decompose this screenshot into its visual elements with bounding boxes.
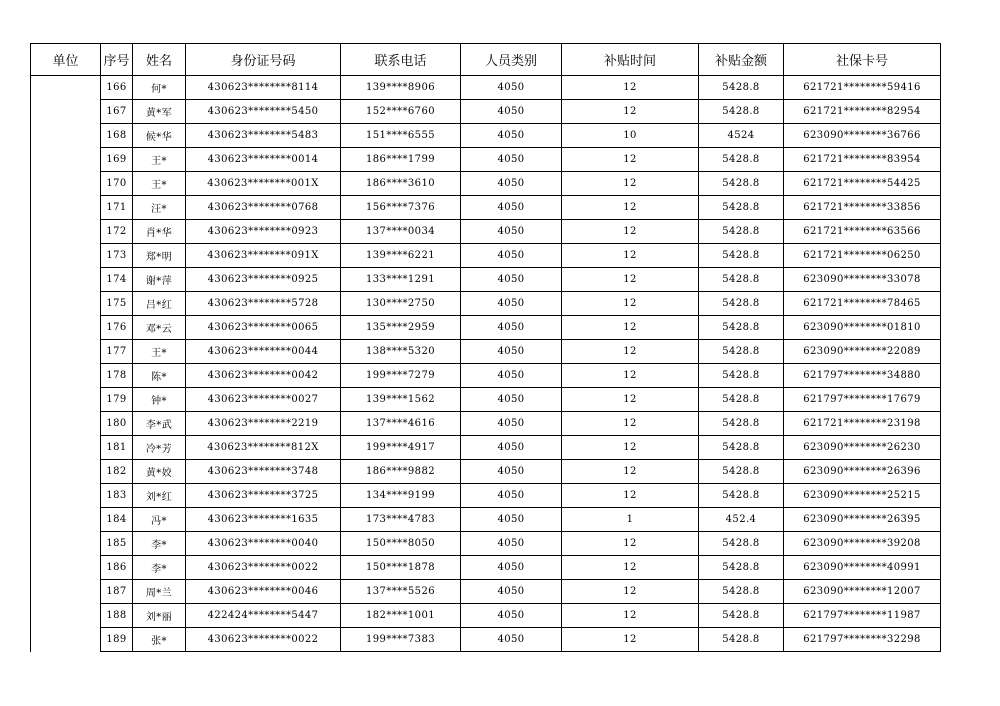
cell-index: 186 [101, 556, 133, 580]
cell-person-category: 4050 [461, 340, 562, 364]
table-row [31, 580, 941, 604]
cell-social-card: 621721********59416 [784, 76, 941, 100]
cell-person-category: 4050 [461, 436, 562, 460]
subsidy-table [30, 43, 941, 652]
table-row [31, 604, 941, 628]
cell-subsidy-months: 12 [562, 556, 699, 580]
cell-id-number: 430623********2219 [186, 412, 341, 436]
table-row [31, 436, 941, 460]
cell-subsidy-months: 10 [562, 124, 699, 148]
cell-id-number: 430623********0925 [186, 268, 341, 292]
cell-subsidy-amount: 5428.8 [699, 604, 784, 628]
cell-social-card: 623090********26396 [784, 460, 941, 484]
cell-subsidy-amount: 5428.8 [699, 220, 784, 244]
cell-social-card: 623090********01810 [784, 316, 941, 340]
cell-index: 183 [101, 484, 133, 508]
cell-index: 185 [101, 532, 133, 556]
cell-phone: 137****0034 [341, 220, 461, 244]
cell-subsidy-months: 12 [562, 364, 699, 388]
cell-index: 181 [101, 436, 133, 460]
cell-phone: 182****1001 [341, 604, 461, 628]
cell-social-card: 623090********40991 [784, 556, 941, 580]
cell-social-card: 623090********22089 [784, 340, 941, 364]
cell-index: 188 [101, 604, 133, 628]
cell-subsidy-amount: 5428.8 [699, 460, 784, 484]
cell-phone: 186****3610 [341, 172, 461, 196]
header-index: 序号 [101, 44, 133, 76]
cell-subsidy-amount: 5428.8 [699, 580, 784, 604]
cell-social-card: 621797********32298 [784, 628, 941, 652]
cell-subsidy-amount: 5428.8 [699, 532, 784, 556]
cell-name: 王* [133, 148, 186, 172]
cell-id-number: 430623********0027 [186, 388, 341, 412]
cell-social-card: 623090********26230 [784, 436, 941, 460]
cell-phone: 139****8906 [341, 76, 461, 100]
table-row [31, 172, 941, 196]
cell-phone: 150****8050 [341, 532, 461, 556]
cell-subsidy-months: 12 [562, 148, 699, 172]
cell-name: 冷*芳 [133, 436, 186, 460]
cell-index: 175 [101, 292, 133, 316]
cell-subsidy-amount: 452.4 [699, 508, 784, 532]
table-row [31, 508, 941, 532]
cell-subsidy-amount: 5428.8 [699, 556, 784, 580]
table-row [31, 196, 941, 220]
cell-phone: 173****4783 [341, 508, 461, 532]
cell-subsidy-amount: 5428.8 [699, 268, 784, 292]
table-row [31, 220, 941, 244]
cell-subsidy-months: 12 [562, 316, 699, 340]
cell-id-number: 422424********5447 [186, 604, 341, 628]
cell-social-card: 623090********12007 [784, 580, 941, 604]
cell-social-card: 621721********23198 [784, 412, 941, 436]
cell-person-category: 4050 [461, 604, 562, 628]
header-id-number: 身份证号码 [186, 44, 341, 76]
table-row [31, 412, 941, 436]
cell-person-category: 4050 [461, 508, 562, 532]
cell-id-number: 430623********0065 [186, 316, 341, 340]
table-row [31, 628, 941, 652]
cell-name: 冯* [133, 508, 186, 532]
cell-id-number: 430623********0923 [186, 220, 341, 244]
cell-subsidy-amount: 5428.8 [699, 436, 784, 460]
cell-id-number: 430623********0014 [186, 148, 341, 172]
cell-name: 刘*丽 [133, 604, 186, 628]
cell-phone: 133****1291 [341, 268, 461, 292]
cell-index: 172 [101, 220, 133, 244]
cell-index: 173 [101, 244, 133, 268]
cell-subsidy-amount: 5428.8 [699, 364, 784, 388]
cell-name: 李*武 [133, 412, 186, 436]
table-row [31, 124, 941, 148]
cell-index: 182 [101, 460, 133, 484]
subsidy-sheet [30, 43, 941, 652]
cell-subsidy-months: 12 [562, 388, 699, 412]
cell-index: 187 [101, 580, 133, 604]
cell-phone: 137****4616 [341, 412, 461, 436]
cell-subsidy-amount: 5428.8 [699, 628, 784, 652]
header-person-category: 人员类别 [461, 44, 562, 76]
cell-subsidy-amount: 5428.8 [699, 148, 784, 172]
cell-social-card: 623090********26395 [784, 508, 941, 532]
cell-social-card: 621797********34880 [784, 364, 941, 388]
header-unit: 单位 [31, 44, 101, 76]
cell-name: 王* [133, 172, 186, 196]
cell-person-category: 4050 [461, 460, 562, 484]
cell-phone: 139****6221 [341, 244, 461, 268]
cell-subsidy-months: 12 [562, 172, 699, 196]
cell-phone: 186****9882 [341, 460, 461, 484]
cell-subsidy-months: 12 [562, 100, 699, 124]
cell-social-card: 623090********25215 [784, 484, 941, 508]
cell-phone: 199****7383 [341, 628, 461, 652]
cell-social-card: 621721********33856 [784, 196, 941, 220]
cell-index: 178 [101, 364, 133, 388]
table-row [31, 556, 941, 580]
cell-subsidy-amount: 5428.8 [699, 340, 784, 364]
cell-name: 张* [133, 628, 186, 652]
cell-id-number: 430623********1635 [186, 508, 341, 532]
cell-name: 刘*红 [133, 484, 186, 508]
table-row [31, 76, 941, 100]
table-row [31, 268, 941, 292]
cell-social-card: 623090********36766 [784, 124, 941, 148]
header-subsidy-amount: 补贴金额 [699, 44, 784, 76]
cell-subsidy-months: 12 [562, 460, 699, 484]
cell-subsidy-months: 12 [562, 628, 699, 652]
cell-person-category: 4050 [461, 220, 562, 244]
cell-person-category: 4050 [461, 196, 562, 220]
cell-subsidy-months: 12 [562, 244, 699, 268]
cell-phone: 135****2959 [341, 316, 461, 340]
cell-phone: 139****1562 [341, 388, 461, 412]
table-row [31, 148, 941, 172]
cell-subsidy-amount: 5428.8 [699, 100, 784, 124]
cell-subsidy-amount: 5428.8 [699, 172, 784, 196]
cell-subsidy-amount: 5428.8 [699, 316, 784, 340]
cell-unit [31, 76, 101, 652]
cell-social-card: 621721********83954 [784, 148, 941, 172]
cell-social-card: 621721********63566 [784, 220, 941, 244]
cell-person-category: 4050 [461, 388, 562, 412]
cell-id-number: 430623********0042 [186, 364, 341, 388]
cell-subsidy-amount: 5428.8 [699, 196, 784, 220]
table-row [31, 532, 941, 556]
cell-index: 170 [101, 172, 133, 196]
table-row [31, 484, 941, 508]
cell-subsidy-amount: 5428.8 [699, 76, 784, 100]
cell-social-card: 623090********39208 [784, 532, 941, 556]
cell-id-number: 430623********0022 [186, 556, 341, 580]
cell-person-category: 4050 [461, 364, 562, 388]
cell-subsidy-amount: 5428.8 [699, 292, 784, 316]
cell-subsidy-amount: 5428.8 [699, 388, 784, 412]
cell-name: 邓*云 [133, 316, 186, 340]
cell-id-number: 430623********0044 [186, 340, 341, 364]
cell-id-number: 430623********5483 [186, 124, 341, 148]
cell-name: 钟* [133, 388, 186, 412]
cell-index: 169 [101, 148, 133, 172]
cell-index: 166 [101, 76, 133, 100]
cell-subsidy-amount: 4524 [699, 124, 784, 148]
cell-subsidy-months: 12 [562, 580, 699, 604]
cell-person-category: 4050 [461, 292, 562, 316]
cell-phone: 199****7279 [341, 364, 461, 388]
cell-phone: 186****1799 [341, 148, 461, 172]
header-subsidy-months: 补贴时间 [562, 44, 699, 76]
cell-index: 168 [101, 124, 133, 148]
table-body [31, 76, 941, 652]
cell-social-card: 621797********17679 [784, 388, 941, 412]
table-row [31, 244, 941, 268]
cell-subsidy-months: 1 [562, 508, 699, 532]
cell-index: 184 [101, 508, 133, 532]
cell-subsidy-months: 12 [562, 436, 699, 460]
cell-id-number: 430623********001X [186, 172, 341, 196]
cell-phone: 137****5526 [341, 580, 461, 604]
cell-person-category: 4050 [461, 580, 562, 604]
cell-person-category: 4050 [461, 412, 562, 436]
cell-subsidy-months: 12 [562, 220, 699, 244]
cell-phone: 199****4917 [341, 436, 461, 460]
cell-name: 黄*姣 [133, 460, 186, 484]
cell-index: 180 [101, 412, 133, 436]
cell-person-category: 4050 [461, 148, 562, 172]
cell-name: 肖*华 [133, 220, 186, 244]
cell-subsidy-months: 12 [562, 196, 699, 220]
table-row [31, 340, 941, 364]
cell-person-category: 4050 [461, 484, 562, 508]
cell-name: 陈* [133, 364, 186, 388]
cell-social-card: 621721********54425 [784, 172, 941, 196]
cell-person-category: 4050 [461, 172, 562, 196]
cell-id-number: 430623********8114 [186, 76, 341, 100]
header-row [31, 44, 941, 76]
header-name: 姓名 [133, 44, 186, 76]
cell-phone: 151****6555 [341, 124, 461, 148]
cell-subsidy-months: 12 [562, 484, 699, 508]
cell-subsidy-months: 12 [562, 532, 699, 556]
cell-subsidy-months: 12 [562, 76, 699, 100]
cell-person-category: 4050 [461, 628, 562, 652]
cell-subsidy-months: 12 [562, 268, 699, 292]
cell-subsidy-months: 12 [562, 412, 699, 436]
cell-id-number: 430623********3748 [186, 460, 341, 484]
cell-person-category: 4050 [461, 76, 562, 100]
cell-index: 174 [101, 268, 133, 292]
cell-id-number: 430623********5450 [186, 100, 341, 124]
cell-index: 189 [101, 628, 133, 652]
cell-subsidy-amount: 5428.8 [699, 244, 784, 268]
cell-id-number: 430623********3725 [186, 484, 341, 508]
cell-name: 王* [133, 340, 186, 364]
cell-index: 177 [101, 340, 133, 364]
cell-name: 吕*红 [133, 292, 186, 316]
cell-person-category: 4050 [461, 532, 562, 556]
cell-index: 179 [101, 388, 133, 412]
cell-person-category: 4050 [461, 556, 562, 580]
cell-id-number: 430623********0768 [186, 196, 341, 220]
cell-phone: 150****1878 [341, 556, 461, 580]
cell-name: 李* [133, 556, 186, 580]
cell-person-category: 4050 [461, 268, 562, 292]
table-row [31, 388, 941, 412]
cell-phone: 130****2750 [341, 292, 461, 316]
cell-person-category: 4050 [461, 244, 562, 268]
cell-index: 167 [101, 100, 133, 124]
cell-social-card: 621721********78465 [784, 292, 941, 316]
cell-index: 176 [101, 316, 133, 340]
cell-subsidy-amount: 5428.8 [699, 484, 784, 508]
cell-id-number: 430623********0022 [186, 628, 341, 652]
cell-phone: 138****5320 [341, 340, 461, 364]
cell-id-number: 430623********5728 [186, 292, 341, 316]
table-row [31, 460, 941, 484]
cell-person-category: 4050 [461, 316, 562, 340]
cell-id-number: 430623********812X [186, 436, 341, 460]
cell-name: 郑*明 [133, 244, 186, 268]
cell-index: 171 [101, 196, 133, 220]
table-row [31, 292, 941, 316]
header-phone: 联系电话 [341, 44, 461, 76]
cell-name: 何* [133, 76, 186, 100]
cell-name: 周*兰 [133, 580, 186, 604]
cell-social-card: 621721********82954 [784, 100, 941, 124]
table-row [31, 100, 941, 124]
cell-social-card: 621797********11987 [784, 604, 941, 628]
cell-phone: 134****9199 [341, 484, 461, 508]
cell-social-card: 623090********33078 [784, 268, 941, 292]
cell-name: 李* [133, 532, 186, 556]
table-row [31, 316, 941, 340]
cell-subsidy-months: 12 [562, 292, 699, 316]
cell-social-card: 621721********06250 [784, 244, 941, 268]
cell-name: 候*华 [133, 124, 186, 148]
cell-subsidy-months: 12 [562, 340, 699, 364]
cell-name: 谢*萍 [133, 268, 186, 292]
cell-person-category: 4050 [461, 124, 562, 148]
cell-phone: 156****7376 [341, 196, 461, 220]
cell-id-number: 430623********091X [186, 244, 341, 268]
cell-name: 汪* [133, 196, 186, 220]
cell-subsidy-amount: 5428.8 [699, 412, 784, 436]
cell-person-category: 4050 [461, 100, 562, 124]
cell-id-number: 430623********0040 [186, 532, 341, 556]
cell-id-number: 430623********0046 [186, 580, 341, 604]
cell-name: 黄*军 [133, 100, 186, 124]
cell-subsidy-months: 12 [562, 604, 699, 628]
table-row [31, 364, 941, 388]
cell-phone: 152****6760 [341, 100, 461, 124]
header-social-card: 社保卡号 [784, 44, 941, 76]
